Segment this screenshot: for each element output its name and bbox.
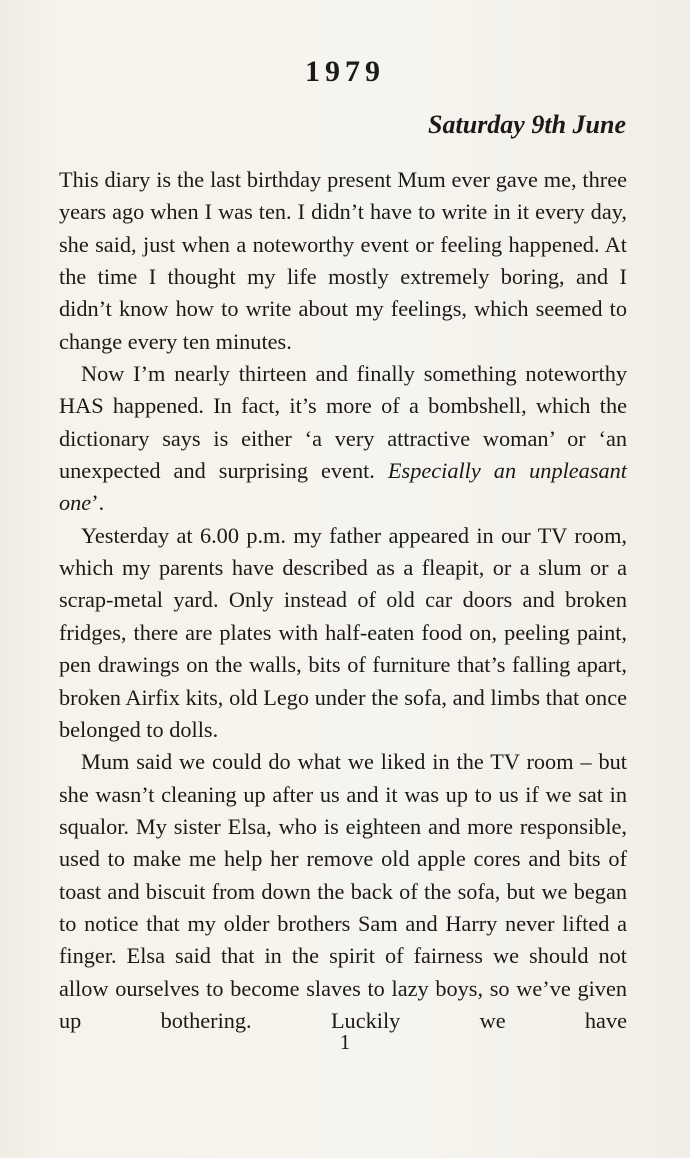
paragraph-4: Mum said we could do what we liked in the TV room – but she wasn’t cleaning up after us and it was up to us if we sat in squalor. My sister Elsa, who is eighteen and more responsible, used to make me help her remove old apple cores and bits of toast and biscuit from down the back of the sofa, but we began to notice that my older brothers Sam and Harry never lifted a finger. Elsa said that in the spirit of fairness we should not allow ourselves to become slaves to lazy boys, so we’ve given up bothering. Luckily we have (59, 749, 627, 1033)
diary-body-text (59, 164, 627, 1037)
chapter-year-heading: 1979 (305, 55, 385, 88)
paragraph-2-italic-text: Especially an unpleasant one (59, 458, 627, 516)
paragraph-3: Yesterday at 6.00 p.m. my father appeared in our TV room, which my parents have described as a fleapit, or a slum or a scrap-metal yard. Only instead of old car doors and broken fridges, there are plates with half-eaten food on, peeling paint, pen drawings on the walls, bits of furniture that’s falling apart, broken Airfix kits, old Lego under the sofa, and limbs that once belonged to dolls. (59, 522, 627, 742)
paragraph-1: This diary is the last birthday present Mum ever gave me, three years ago when I was ten. I didn’t have to write in it every day, she said, just when a noteworthy event or feeling happened. At the time I thought my life mostly extremely boring, and I didn’t know how to write about my feelings, which seemed to change every ten minutes. (59, 167, 627, 354)
paragraph-2-text-end: ’. (91, 490, 105, 516)
paragraph-2 (59, 358, 627, 520)
diary-entry-date: Saturday 9th June (428, 110, 626, 139)
paragraph-2-text: Now I’m nearly thirteen and finally something noteworthy HAS happened. In fact, it’s more of a bombshell, which the dictionary says is either ‘a very attractive woman’ or ‘an unexpected and surprising event. (59, 361, 627, 484)
page-number: 1 (339, 1030, 351, 1054)
